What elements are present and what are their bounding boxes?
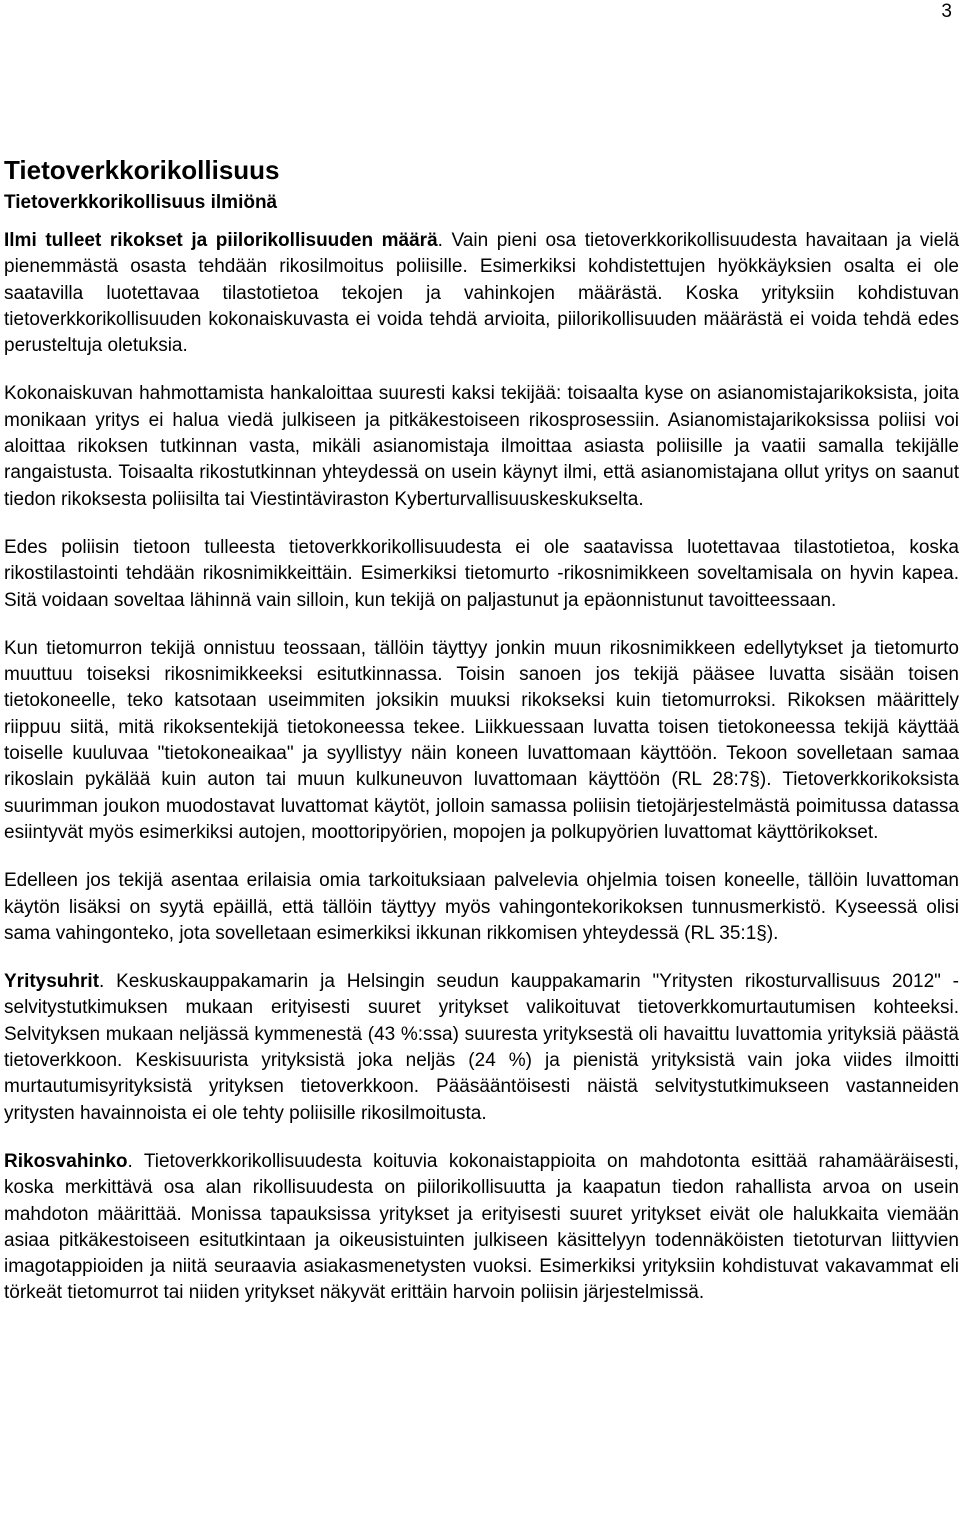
paragraph-business-victims: [4, 969, 959, 1127]
paragraph-text: Kokonaiskuvan hahmottamista hankaloittaa suuresti kaksi tekijää: toisaalta kyse on asianomistajarikoksista, joita monikaan yritys ei halua viedä julkiseen ja pitkäkestoiseen rikosprosessiin. Asianomistajarikoksissa poliisi voi aloittaa rikoksen tutkinnan vasta, mikäli asianomistaja ilmoittaa asiasta poliisille ja vaatii samalla tekijälle rangaistusta. Toisaalta rikostutkinnan yhteydessä on usein käynyt ilmi, että asianomistajana ollut yritys on saanut tiedon rikoksesta poliisilta tai Viestintäviraston Kyberturvallisuuskeskukselta.: [4, 383, 959, 510]
paragraph-malware: [4, 868, 959, 947]
paragraph-crime-damage: [4, 1149, 959, 1307]
paragraph-overall-picture: [4, 381, 959, 512]
paragraph-lead: Yritysuhrit: [4, 971, 100, 993]
paragraph-text: Kun tietomurron tekijä onnistuu teossaan, tällöin täyttyy jonkin muun rikosnimikkeen edellytykset ja tietomurto muuttuu toiseksi rikosnimikkeeksi esitutkinnassa. Toisin sanoen jos tekijä pääsee luvatta sisään toisen tietokoneelle, teko katsotaan useimmiten joksikin muuksi rikokseksi kuin tietomurroksi. Rikoksen määrittely riippuu siitä, mitä rikoksentekijä tietokoneessa tekee. Liikkuessaan luvatta toisen tietokoneessa tekijä käyttää toiselle kuuluvaa "tietokoneaikaa" ja syyllistyy näin koneen luvattomaan käyttöön. Tekoon sovelletaan samaa rikoslain pykälää kuin auton tai muun kulkuneuvon luvattomaan käyttöön (RL 28:7§). Tietoverkkorikoksista suurimman joukon muodostavat luvattomat käytöt, jolloin samassa poliisin tietojärjestelmästä poimitussa datassa esiintyvät myös esimerkiksi autojen, moottoripyörien, mopojen ja polkupyörien luvattomat käyttörikokset.: [4, 637, 959, 843]
paragraph-text: Edelleen jos tekijä asentaa erilaisia omia tarkoituksiaan palvelevia ohjelmia toisen koneelle, tällöin luvattoman käytön lisäksi on syytä epäillä, että tällöin täyttyy myös vahingontekorikoksen tunnusmerkistö. Kyseessä olisi sama vahingonteko, jota sovelletaan esimerkiksi ikkunan rikkomisen yhteydessä (RL 35:1§).: [4, 870, 959, 944]
section-title: Tietoverkkorikollisuus: [4, 155, 280, 185]
paragraph-text: . Vain pieni osa tietoverkkorikollisuudesta havaitaan ja vielä pienemmästä osasta tehdään rikosilmoitus poliisille. Esimerkiksi kohdistettujen hyökkäyksien osalta ei ole saatavilla luotettavaa tilastotietoa tekojen ja vahinkojen määrästä. Koska yrityksiin kohdistuvan tietoverkkorikollisuuden kokonaiskuvasta ei voida tehdä arvioita, piilorikollisuuden määrästä ei voida tehdä edes perusteltuja oletuksia.: [4, 230, 960, 357]
paragraph-intrusion: [4, 636, 959, 846]
paragraph-text: . Keskuskauppakamarin ja Helsingin seudun kauppakamarin "Yritysten rikosturvallisuus 2012" -selvitystutkimuksen mukaan erityisesti suuret yritykset valikoituvat tietoverkkomurtautumisen kohteeksi. Selvityksen mukaan neljässä kymmenestä (43 %:ssa) suuresta yrityksestä oli havaittu luvattomia yrityksiä päästä tietoverkkoon. Keskisuurista yrityksistä joka neljäs (24 %) ja pienistä yrityksistä vain joka viides ilmoitti murtautumisyrityksistä yrityksen tietoverkkoon. Pääsääntöisesti näistä selvitystutkimukseen vastanneiden yritysten havainnoista ei ole tehty poliisille rikosilmoitusta.: [4, 971, 959, 1124]
paragraph-text: Edes poliisin tietoon tulleesta tietoverkkorikollisuudesta ei ole saatavissa luotettavaa tilastotietoa, koska rikostilastointi tehdään rikosnimikkeittäin. Esimerkiksi tietomurto -rikosnimikkeen soveltamisala on hyvin kapea. Sitä voidaan soveltaa lähinnä vain silloin, kun tekijä on paljastunut ja epäonnistunut tavoitteessaan.: [4, 536, 959, 611]
paragraph-statistics: [4, 535, 959, 614]
paragraph-text: . Tietoverkkorikollisuudesta koituvia kokonaistappioita on mahdotonta esittää rahamääräisesti, koska merkittävä osa alan rikollisuudesta on piilorikollisuutta ja kaapatun tiedon rahallista arvoa on usein mahdoton määrittää. Monissa tapauksissa yritykset ja erityisesti suuret yritykset eivät ole halukkaita viemään asiaa pitkäkestoiseen esitutkintaan ja oikeusistuinten julkiseen käsittelyyn todennäköisten tietoturvan liittyvien imagotappioiden ja niitä seuraavia asiakasmenetysten vuoksi. Esimerkiksi yrityksiin kohdistuvat vakavammat eli törkeät tietomurrot tai niiden yritykset näkyvät erittäin harvoin poliisin järjestelmissä.: [4, 1150, 959, 1304]
paragraph-lead: Ilmi tulleet rikokset ja piilorikollisuuden määrä: [4, 230, 438, 251]
section-subtitle: Tietoverkkorikollisuus ilmiönä: [4, 192, 278, 213]
document-body: [4, 152, 959, 1329]
paragraph-detected-crimes: [4, 228, 959, 359]
page-number: 3: [941, 1, 952, 22]
paragraph-lead: Rikosvahinko: [4, 1150, 128, 1172]
